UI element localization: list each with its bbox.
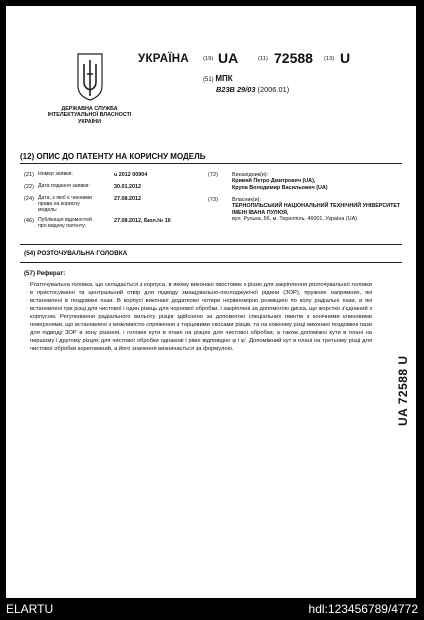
document-title (20, 152, 205, 161)
code-12: (12) (20, 152, 35, 161)
code-54: (54) (24, 250, 36, 257)
biblio-row (24, 184, 204, 193)
divider (20, 163, 402, 164)
document-title-text: ОПИС ДО ПАТЕНТУ НА КОРИСНУ МОДЕЛЬ (36, 152, 206, 161)
biblio-code: (46) (24, 218, 34, 224)
biblio-value: 30.01.2012 (114, 184, 141, 190)
doc-kind: U (340, 50, 351, 66)
owner-name: ТЕРНОПІЛЬСЬКИЙ НАЦІОНАЛЬНИЙ ТЕХНІЧНИЙ УНІВЕРСИТЕТ ІМЕНІ ІВАНА ПУЛЮЯ, (232, 203, 401, 216)
trident-icon (76, 50, 104, 102)
utility-model-name (24, 250, 127, 257)
mpk-label: МПК (215, 74, 233, 83)
patent-number: 72588 (274, 50, 313, 66)
biblio-code: (24) (24, 196, 34, 202)
biblio-label: Номер заявки: (38, 171, 73, 177)
side-label: UA 72588 U (396, 355, 410, 426)
biblio-label: Публікація відомостей про видачу патенту: (38, 217, 92, 229)
biblio-code: (22) (24, 184, 34, 190)
ipc-version: (2006.01) (257, 85, 290, 94)
biblio-left (24, 172, 204, 235)
footer-source: ELARTU (6, 602, 54, 616)
biblio-code: (21) (24, 172, 34, 178)
divider (20, 244, 402, 245)
biblio-row (24, 196, 204, 215)
mpk-line (203, 74, 233, 83)
inventor-name: Крупа Володимир Васильович (UA) (232, 184, 328, 191)
biblio-label: Дата, з якої є чинними права на корисну модель: (38, 195, 92, 213)
abstract-heading (24, 270, 65, 277)
abstract-heading-text: Реферат: (36, 270, 66, 277)
owner-address: вул. Руська, 56, м. Тернопіль, 46001, Україна (UA) (232, 215, 357, 222)
biblio-row (24, 172, 204, 181)
biblio-value: 27.08.2012 (114, 196, 141, 202)
biblio-value: u 2012 00904 (114, 172, 148, 178)
inventors-label: Винахідник(и): (232, 172, 269, 178)
inventor-name: Кривий Петро Дмитрович (UA), (232, 178, 316, 185)
utility-model-name-text: РОЗТОЧУВАЛЬНА ГОЛОВКА (37, 250, 128, 257)
patent-page (6, 6, 416, 598)
inventors-code: (72) (208, 172, 218, 178)
owner-block (232, 197, 402, 222)
footer-handle: hdl:123456789/4772 (308, 602, 418, 616)
ipc-class: B23B 29/03 (216, 85, 256, 94)
code-11: (11) (258, 56, 268, 62)
ipc-class-line (216, 85, 289, 94)
inventors-block (232, 172, 402, 191)
owner-label: Власник(и): (232, 197, 261, 203)
code-51: (51) (203, 77, 214, 83)
divider (20, 262, 402, 263)
country-name: УКРАЇНА (138, 53, 190, 65)
code-13: (13) (324, 56, 335, 62)
abstract-text: Розточувальна головка, що складається з корпуса, в якому виконані хвостовик з різзю для закріплення розточувальної головки в пристосуванні та центральний отвір для підводу змащувально-охолоджуючої рідини (ЗОР), пружних напрямних, які встановлені в поздовжні пази. В корпусі виконані додатково чотири нерівномірно розміщені по колу радіальні пази, в які встановлені три різці для чистової і один різець для чорнової обробки, і закріплені за допомогою диска, що жорстко з'єднаний з корпусом. Регулювання радіального вильоту різців здійснено за допомогою спеціальних гвинтів з конічними клиновими поверхнями, що встановлені з можливістю спряження з торцевими скосами різців, та на кожному різці виконані поздовжні пази для підводу ЗОР в зону різання, і головні кути в плані на різцях для чистової обробки, а також допоміжні кути в плані на першому і другому різцях для чистової обробки однакові і рівні відповідно φ і φ'. Допоміжний кут в плані на третьому різці для чистової обробки корегований, а його значення визначається за формулою. (30, 282, 372, 352)
agency-name: ДЕРЖАВНА СЛУЖБА ІНТЕЛЕКТУАЛЬНОЇ ВЛАСНОСТІ УКРАЇНИ (47, 106, 132, 125)
country-code: UA (218, 50, 239, 66)
biblio-row (24, 218, 204, 232)
code-57: (57) (24, 270, 36, 277)
biblio-value: 27.08.2012, Бюл.№ 16 (114, 218, 171, 224)
code-19: (19) (203, 56, 214, 62)
biblio-label: Дата подання заявки: (38, 183, 90, 189)
owner-code: (73) (208, 197, 218, 203)
